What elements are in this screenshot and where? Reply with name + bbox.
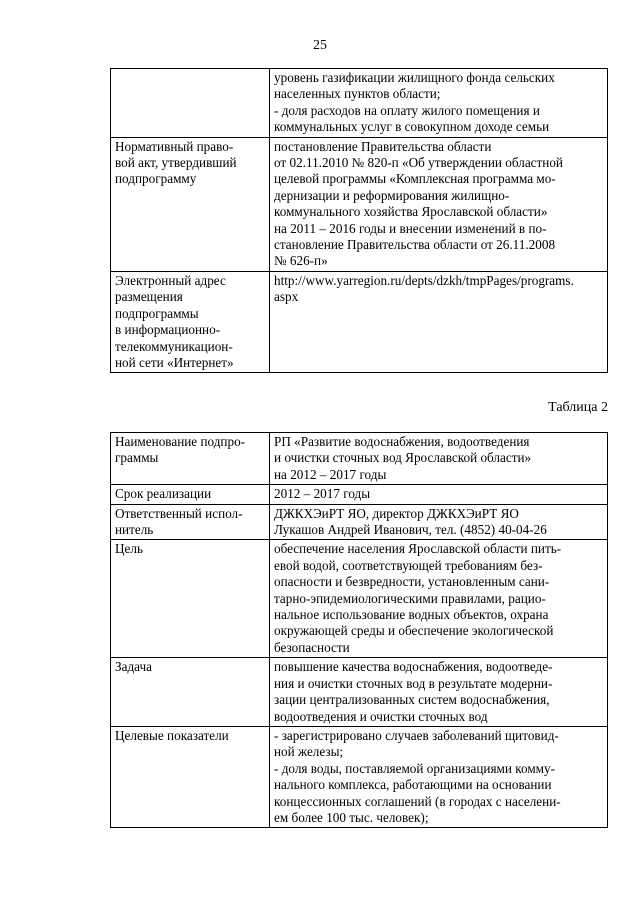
row-value-line: окружающей среды и обеспечение экологической — [274, 623, 554, 639]
row-value-line: постановление Правительства области — [274, 138, 492, 154]
row-label-cell — [111, 726, 270, 827]
row-value-line: на 2012 – 2017 годы — [274, 466, 387, 482]
row-value-line: коммунального хозяйства Ярославской области» — [274, 204, 548, 220]
row-label-cell — [111, 433, 270, 485]
table-row — [111, 271, 608, 372]
row-label-line: Целевые показатели — [115, 727, 229, 743]
row-value-cell — [270, 658, 608, 727]
row-label-cell — [111, 540, 270, 658]
row-value-cell — [270, 540, 608, 658]
table-caption: Таблица 2 — [548, 400, 608, 415]
table-row — [111, 433, 608, 485]
table-row — [111, 540, 608, 658]
row-value-line: ем более 100 тыс. человек); — [274, 809, 429, 825]
program-passport-table-continued — [110, 68, 608, 373]
row-label-cell — [111, 271, 270, 372]
row-value-line: aspx — [274, 289, 299, 305]
row-value-line: http://www.yarregion.ru/depts/dzkh/tmpPages/programs. — [274, 272, 574, 288]
row-value-line: № 626-п» — [274, 253, 328, 269]
row-label-line: граммы — [115, 450, 159, 466]
row-value-line: водоотведения и очистки сточных вод — [274, 708, 488, 724]
row-value-line: населенных пунктов области; — [274, 86, 441, 102]
row-value-line: ДЖКХЭиРТ ЯО, директор ДЖКХЭиРТ ЯО — [274, 505, 519, 521]
row-value-line: дернизации и реформирования жилищно- — [274, 187, 510, 203]
row-label-line: размещения — [115, 289, 183, 305]
row-label-line: Задача — [115, 659, 152, 675]
row-label-line: Цель — [115, 541, 143, 557]
page-number: 25 — [313, 38, 327, 53]
row-label-line: Наименование подпро- — [115, 434, 246, 449]
row-value-line: целевой программы «Комплексная программа мо- — [274, 171, 556, 187]
row-value-line: ной железы; — [274, 744, 344, 760]
row-value-cell — [270, 485, 608, 504]
row-label-line: нитель — [115, 522, 154, 538]
table-row — [111, 137, 608, 271]
row-label-cell — [111, 485, 270, 504]
table-row — [111, 69, 608, 138]
row-value-line: РП «Развитие водоснабжения, водоотведения — [274, 434, 530, 449]
row-value-cell — [270, 726, 608, 827]
row-value-line: становление Правительства области от 26.11.2008 — [274, 237, 556, 253]
row-label-cell — [111, 69, 270, 138]
row-value-cell — [270, 137, 608, 271]
table-row — [111, 504, 608, 540]
row-label-line: подпрограмму — [115, 171, 197, 187]
table2-body — [111, 433, 608, 828]
table-row — [111, 485, 608, 504]
row-value-line: на 2011 – 2016 годы и внесении изменений в по- — [274, 220, 547, 236]
row-value-cell — [270, 504, 608, 540]
row-label-line: Электронный адрес — [115, 272, 226, 288]
row-value-line: зации централизованных систем водоснабжения, — [274, 692, 550, 708]
row-value-line: уровень газификации жилищного фонда сельских — [274, 70, 555, 85]
row-label-line: Нормативный право- — [115, 138, 234, 154]
row-label-line: ной сети «Интернет» — [115, 354, 234, 370]
row-value-line: опасности и безвредности, установленным сани- — [274, 574, 550, 590]
row-value-line: евой водой, соответствующей требованиям без- — [274, 557, 543, 573]
row-value-line: нального комплекса, работающими на основании — [274, 777, 552, 793]
row-label-cell — [111, 658, 270, 727]
table-row — [111, 726, 608, 827]
row-value-cell — [270, 433, 608, 485]
row-value-line: - доля расходов на оплату жилого помещения и — [274, 102, 540, 118]
row-label-cell — [111, 137, 270, 271]
row-value-line: коммунальных услуг в совокупном доходе семьи — [274, 119, 550, 135]
row-value-line: 2012 – 2017 годы — [274, 486, 371, 502]
table1-body — [111, 69, 608, 373]
row-value-line: от 02.11.2010 № 820-п «Об утверждении областной — [274, 155, 563, 171]
table-row — [111, 658, 608, 727]
subprogram-passport-table — [110, 432, 608, 828]
row-label-cell — [111, 504, 270, 540]
row-label-line: телекоммуникацион- — [115, 338, 233, 354]
row-label-line: Ответственный испол- — [115, 505, 243, 521]
row-value-line: и очистки сточных вод Ярославской области» — [274, 450, 532, 466]
row-label-line: Срок реализации — [115, 486, 212, 502]
row-value-line: нальное использование водных объектов, охрана — [274, 607, 549, 623]
row-label-line: подпрограммы — [115, 305, 199, 321]
row-label-line: в информационно- — [115, 322, 221, 338]
row-value-line: - зарегистрировано случаев заболеваний щитовид- — [274, 727, 559, 743]
row-label-line: вой акт, утвердивший — [115, 155, 237, 171]
row-value-line: повышение качества водоснабжения, водоотведе- — [274, 659, 553, 675]
row-value-line: концессионных соглашений (в городах с населени- — [274, 793, 561, 809]
row-value-cell — [270, 69, 608, 138]
row-value-line: обеспечение населения Ярославской области пить- — [274, 541, 562, 557]
row-value-line: - доля воды, поставляемой организациями комму- — [274, 760, 555, 776]
row-value-cell — [270, 271, 608, 372]
row-value-line: ния и очистки сточных вод в результате модерни- — [274, 675, 553, 691]
row-value-line: тарно-эпидемиологическими правилами, рацио- — [274, 590, 546, 606]
row-value-line: Лукашов Андрей Иванович, тел. (4852) 40-04-26 — [274, 522, 547, 538]
row-value-line: безопасности — [274, 639, 350, 655]
